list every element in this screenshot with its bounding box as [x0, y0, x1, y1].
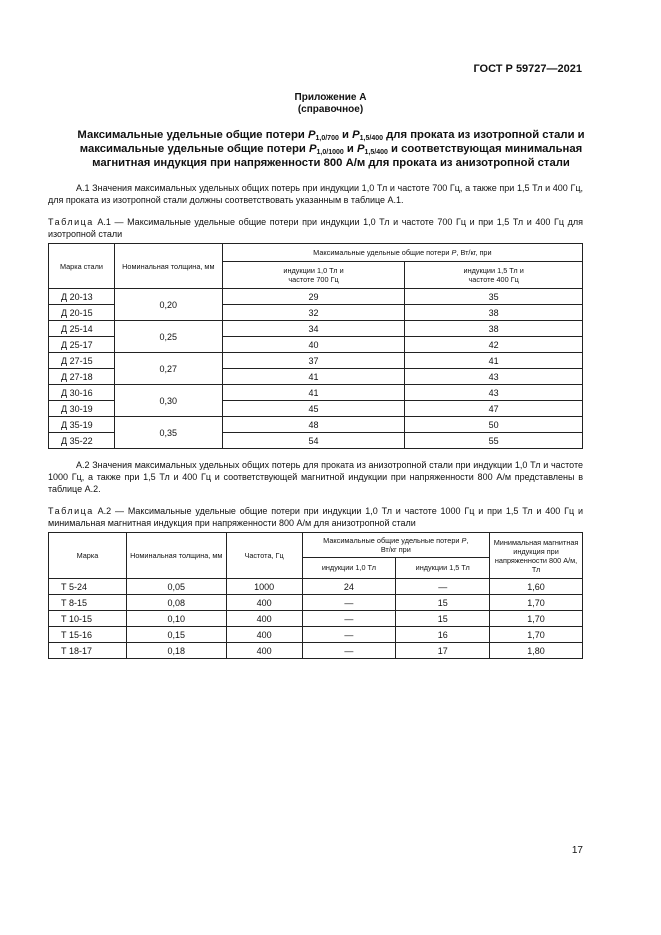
appendix-heading: Максимальные удельные общие потери $P_{1,0/700}$ и $P_{1,5/400}$ для проката из изотропной стали и максимальные удельные общие потери $P_{1,0/1000}$ и $P_{1,5/400}$ и соответствующая минимальная магнитная индукция при напряженности 800 А/м для проката из анизотропной стали: [77, 129, 585, 169]
header-1t-700hz: индукции 1,0 Тл и частоте 700 Гц: [222, 261, 405, 288]
header-frequency: Частота, Гц: [226, 533, 302, 579]
table-row: Т 10-15 0,10 400 — 15 1,70: [49, 611, 583, 627]
table-row: Д 25-14 0,25 34 38: [49, 321, 583, 337]
appendix-subtitle: (справочное): [297, 104, 364, 115]
table-a2-caption: Таблица А.2 — Максимальные удельные общие потери при индукции 1,0 Тл и частоте 1000 Гц и при 1,5 Тл и 400 Гц и минимальная магнитная индукция при напряженности 800 А/м для анизотропной стали: [48, 506, 583, 528]
header-losses: Максимальные общие удельные потери P, Вт/кг при: [302, 533, 490, 558]
table-row: Д 20-13 0,20 29 35: [49, 289, 583, 305]
paragraph-a1: А.1 Значения максимальных удельных общих потерь при индукции 1,0 Тл и частоте 700 Гц, а также при 1,5 Тл и 400 Гц, для проката из изотропной стали должны соответствовать указанным в таблице А.1.: [48, 183, 583, 205]
header-thickness: Номинальная толщина, мм: [114, 244, 222, 289]
table-a2: [48, 532, 583, 659]
table-row: Д 30-16 0,30 41 43: [49, 385, 583, 401]
table-row: Д 27-15 0,27 37 41: [49, 353, 583, 369]
header-losses: Максимальные удельные общие потери P, Вт/кг, при: [222, 244, 582, 262]
appendix-title: Приложение А: [294, 92, 367, 103]
header-thickness: Номинальная толщина, мм: [126, 533, 226, 579]
table-row: Т 5-24 0,05 1000 24 — 1,60: [49, 579, 583, 595]
table-row: Д 27-18 41 43: [49, 369, 583, 385]
header-15t: индукции 1,5 Тл: [396, 557, 490, 578]
table-row: Д 35-19 0,35 48 50: [49, 417, 583, 433]
table-row: Т 15-16 0,15 400 — 16 1,70: [49, 627, 583, 643]
header-min-induction: Минимальная магнитная индукция при напряженности 800 А/м, Тл: [490, 533, 583, 579]
standard-number: ГОСТ Р 59727—2021: [473, 63, 582, 75]
table-a1: [48, 243, 583, 449]
table-a1-caption: Таблица А.1 — Максимальные удельные общие потери при индукции 1,0 Тл и частоте 700 Гц и при 1,5 Тл и 400 Гц для изотропной стали: [48, 217, 583, 239]
table-row: Т 8-15 0,08 400 — 15 1,70: [49, 595, 583, 611]
paragraph-a2: А.2 Значения максимальных удельных общих потерь для проката из анизотропной стали при индукции 1,0 Тл и частоте 1000 Гц, а также при 1,5 Тл и 400 Гц и соответствующей магнитной индукции при напряженности 800 А/м представлены в таблице А.2.: [48, 460, 583, 494]
header-1t: индукции 1,0 Тл: [302, 557, 396, 578]
table-row: Т 18-17 0,18 400 — 17 1,80: [49, 643, 583, 659]
table-row: Д 35-22 54 55: [49, 433, 583, 449]
table-row: Д 20-15 32 38: [49, 305, 583, 321]
table-row: Д 25-17 40 42: [49, 337, 583, 353]
header-grade: Марка: [49, 533, 127, 579]
header-15t-400hz: индукции 1,5 Тл и частоте 400 Гц: [405, 261, 583, 288]
header-grade: Марка стали: [49, 244, 115, 289]
page-number: 17: [571, 845, 583, 856]
table-row: Д 30-19 45 47: [49, 401, 583, 417]
